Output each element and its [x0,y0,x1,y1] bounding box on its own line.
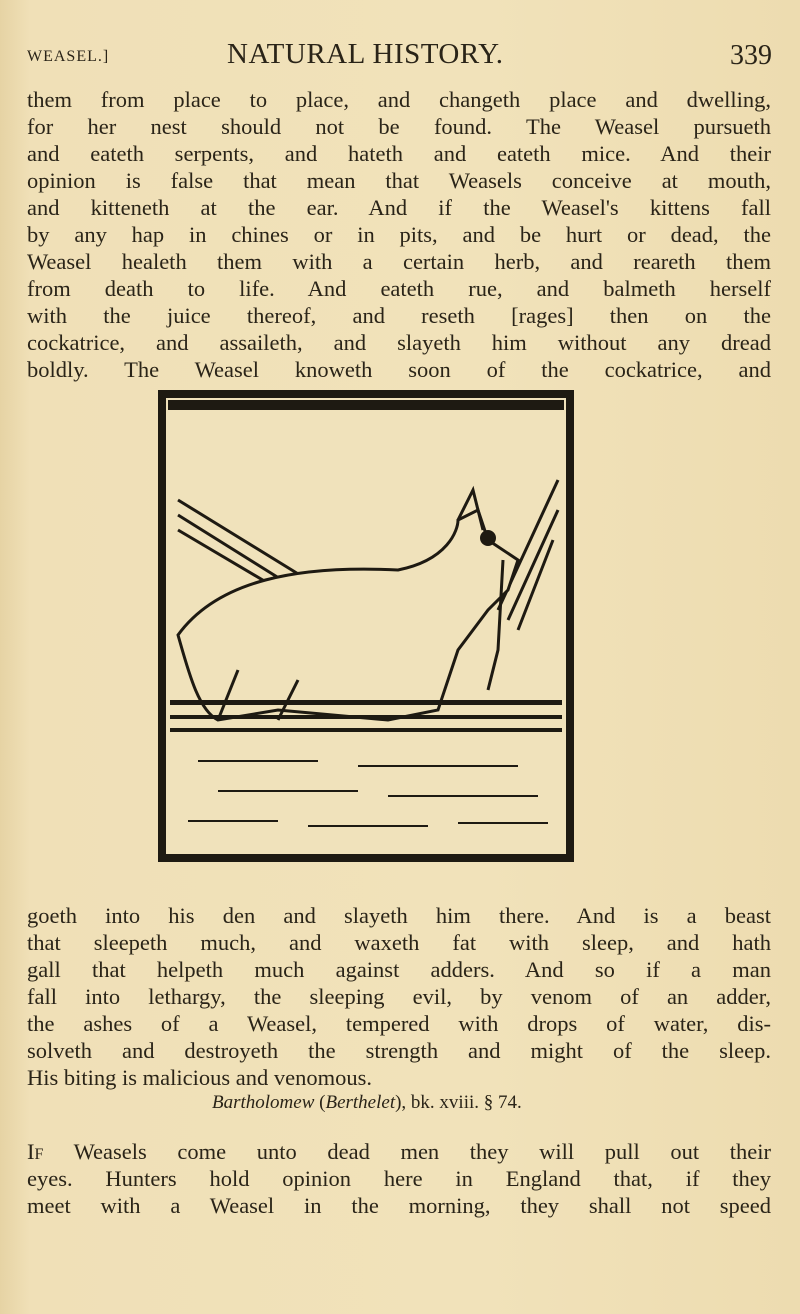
citation-paren: ( [314,1092,326,1113]
text-line: meet with a Weasel in the morning, they shall not speed [27,1193,771,1218]
text-line: and eateth serpents, and hateth and eateth mice. And their [27,141,771,166]
citation-reference: ), bk. xviii. § 74. [395,1092,522,1113]
text-line: eyes. Hunters hold opinion here in England that, if they [27,1166,771,1191]
text-span: Weasels come unto dead men they will pull out their [43,1139,771,1164]
text-line: from death to life. And eateth rue, and balmeth herself [27,276,771,301]
text-line: the ashes of a Weasel, tempered with drops of water, dis- [27,1011,771,1036]
text-line: opinion is false that mean that Weasels conceive at mouth, [27,168,771,193]
citation-printer: Berthelet [325,1092,396,1113]
text-line: fall into lethargy, the sleeping evil, by venom of an adder, [27,984,771,1009]
text-line: Weasel healeth them with a certain herb, and reareth them [27,249,771,274]
text-line: cockatrice, and assaileth, and slayeth him without any dread [27,330,771,355]
text-line [27,1138,771,1165]
text-line: them from place to place, and changeth place and dwelling, [27,87,771,112]
text-line: for her nest should not be found. The Weasel pursueth [27,114,771,139]
text-line: gall that helpeth much against adders. And so if a man [27,957,771,982]
header-section: WEASEL.] [27,48,110,65]
text-line: boldly. The Weasel knoweth soon of the cockatrice, and [27,357,771,382]
text-line: by any hap in chines or in pits, and be hurt or dead, the [27,222,771,247]
page-number: 339 [730,40,772,71]
running-header [27,38,772,74]
header-title: NATURAL HISTORY. [227,38,504,70]
citation-author: Bartholomew [212,1092,315,1113]
text-line: solveth and destroyeth the strength and might of the sleep. [27,1038,771,1063]
text-line: and kitteneth at the ear. And if the Weasel's kittens fall [27,195,771,220]
text-line: with the juice thereof, and reseth [rages] then on the [27,303,771,328]
text-line: that sleepeth much, and waxeth fat with sleep, and hath [27,930,771,955]
initial-word: If [27,1139,44,1164]
text-line: goeth into his den and slayeth him there. And is a beast [27,903,771,928]
text-line: His biting is malicious and venomous. [27,1065,372,1090]
citation [212,1092,522,1114]
weasel-woodcut-illustration [158,390,574,862]
